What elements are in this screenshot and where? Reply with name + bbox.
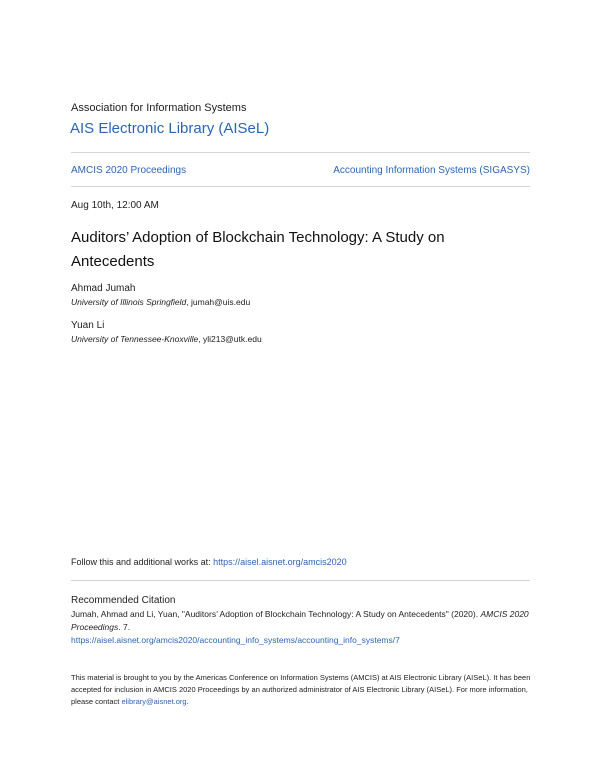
breadcrumb-divider xyxy=(71,186,530,187)
notice-block xyxy=(71,672,531,708)
citation-heading: Recommended Citation xyxy=(71,595,176,606)
header-divider xyxy=(71,152,530,153)
paper-date: Aug 10th, 12:00 AM xyxy=(71,200,159,211)
track-link[interactable]: Accounting Information Systems (SIGASYS) xyxy=(333,165,530,176)
contact-email-link[interactable]: elibrary@aisnet.org xyxy=(121,697,187,706)
notice-end: . xyxy=(186,697,189,706)
author-email: , jumah@uis.edu xyxy=(186,297,251,307)
citation-number: . 7. xyxy=(118,622,131,632)
citation-text: Jumah, Ahmad and Li, Yuan, "Auditors’ Adoption of Blockchain Technology: A Study on Antecedents" (2020). xyxy=(71,609,479,619)
notice-text: This material is brought to you by the Americas Conference on Information Systems (AMCIS) at AIS Electronic Library (AISeL). It has been accepted for inclusion in AMCIS 2020 Proceedings by an authorized administrator of AIS Electronic Library (AISeL). For more information, please contact xyxy=(71,673,531,706)
citation-block xyxy=(71,608,531,647)
breadcrumb xyxy=(71,165,530,176)
citation-venue: AMCIS 2020 Proceedings xyxy=(71,609,529,632)
author-institution: University of Tennessee-Knoxville xyxy=(71,334,199,344)
collection-link[interactable]: https://aisel.aisnet.org/amcis2020 xyxy=(213,557,347,567)
library-link[interactable]: AIS Electronic Library (AISeL) xyxy=(70,120,270,137)
author-affiliation xyxy=(71,334,262,344)
proceedings-link[interactable]: AMCIS 2020 Proceedings xyxy=(71,165,187,176)
author-institution: University of Illinois Springfield xyxy=(71,297,187,307)
citation-divider xyxy=(71,580,530,581)
author-entry xyxy=(71,320,262,344)
author-name: Yuan Li xyxy=(71,320,105,331)
follow-text: Follow this and additional works at: xyxy=(71,557,214,567)
author-entry xyxy=(71,283,250,307)
association-name: Association for Information Systems xyxy=(71,102,247,114)
author-email: , yli213@utk.edu xyxy=(198,334,262,344)
author-name: Ahmad Jumah xyxy=(71,283,136,294)
paper-title: Auditors’ Adoption of Blockchain Technology: A Study on Antecedents xyxy=(71,229,445,270)
author-affiliation xyxy=(71,297,250,307)
citation-link[interactable]: https://aisel.aisnet.org/amcis2020/accounting_info_systems/accounting_info_systems/7 xyxy=(71,635,400,645)
follow-line xyxy=(71,557,347,567)
